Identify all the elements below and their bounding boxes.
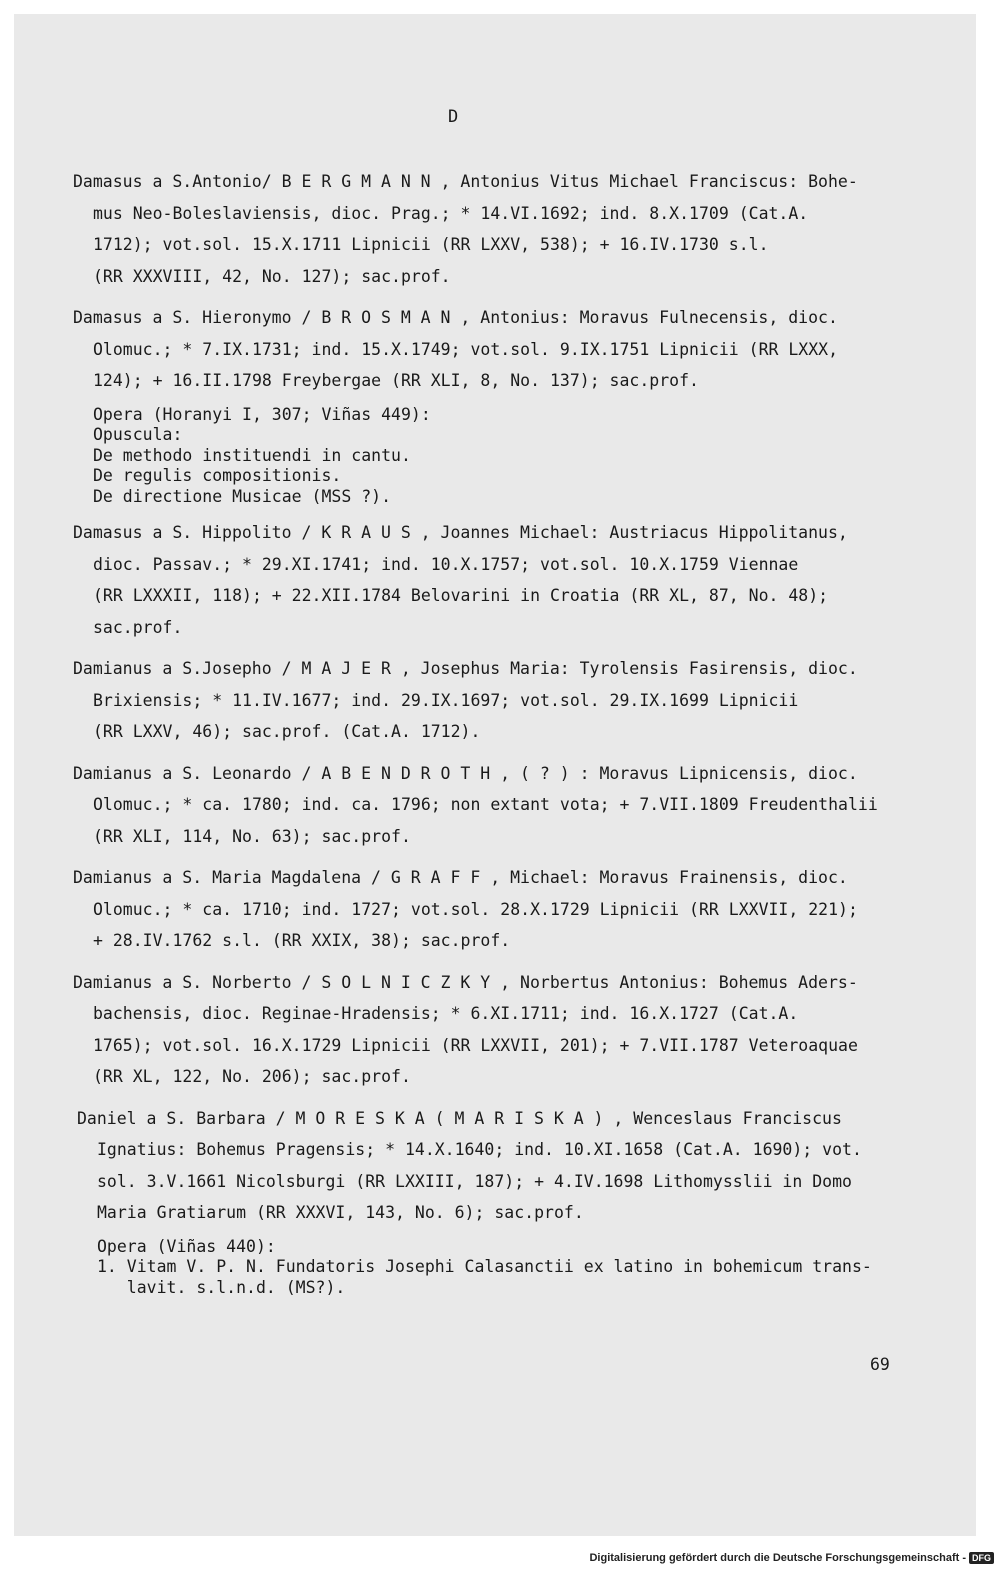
- dfg-logo: DFG: [969, 1552, 994, 1564]
- works-line: De directione Musicae (MSS ?).: [93, 486, 392, 506]
- entry-line: Olomuc.; * ca. 1710; ind. 1727; vot.sol. 28.X.1729 Lipnicii (RR LXXVII, 221);: [93, 899, 858, 919]
- biographical-entry: [0, 967, 1000, 1093]
- entry-line: (RR XLI, 114, No. 63); sac.prof.: [93, 826, 411, 846]
- entry-heading-line: Damianus a S. Leonardo / A B E N D R O T H , ( ? ) : Moravus Lipnicensis, dioc.: [73, 763, 858, 783]
- works-line: Opuscula:: [93, 425, 183, 444]
- biographical-entry: [0, 862, 1000, 957]
- works-line: Opera (Horanyi I, 307; Viñas 449):: [93, 404, 431, 424]
- entry-line: dioc. Passav.; * 29.XI.1741; ind. 10.X.1757; vot.sol. 10.X.1759 Viennae: [93, 554, 799, 574]
- biographical-entry: [0, 758, 1000, 853]
- works-line: De methodo instituendi in cantu.: [93, 445, 411, 465]
- works-line: lavit. s.l.n.d. (MS?).: [97, 1277, 346, 1297]
- entry-line: bachensis, dioc. Reginae-Hradensis; * 6.XI.1711; ind. 16.X.1727 (Cat.A.: [93, 1004, 799, 1023]
- entry-heading-line: Damianus a S.Josepho / M A J E R , Josephus Maria: Tyrolensis Fasirensis, dioc.: [73, 659, 858, 678]
- works-list: [77, 1237, 912, 1299]
- entry-line: + 28.IV.1762 s.l. (RR XXIX, 38); sac.prof.: [93, 931, 511, 950]
- page-number: 69: [870, 1355, 890, 1374]
- biographical-entry: [0, 166, 1000, 292]
- entry-heading-line: Damasus a S.Antonio/ B E R G M A N N , Antonius Vitus Michael Franciscus: Bohe-: [73, 172, 858, 191]
- entry-line: 1765); vot.sol. 16.X.1729 Lipnicii (RR LXXVII, 201); + 7.VII.1787 Veteroaquae: [93, 1035, 858, 1055]
- works-line: De regulis compositionis.: [93, 466, 342, 485]
- entry-line: Ignatius: Bohemus Pragensis; * 14.X.1640; ind. 10.XI.1658 (Cat.A. 1690); vot.: [97, 1140, 862, 1159]
- entry-line: (RR XXXVIII, 42, No. 127); sac.prof.: [93, 266, 451, 286]
- biographical-entry: [0, 653, 1000, 748]
- entry-line: mus Neo-Boleslaviensis, dioc. Prag.; * 14.VI.1692; ind. 8.X.1709 (Cat.A.: [93, 203, 809, 223]
- biographical-entry: [0, 302, 1000, 507]
- biographical-entry: [0, 1103, 1000, 1299]
- entry-list: [0, 166, 1000, 1308]
- funding-footer: [589, 1552, 994, 1564]
- entry-line: Olomuc.; * 7.IX.1731; ind. 15.X.1749; vot.sol. 9.IX.1751 Lipnicii (RR LXXX,: [93, 339, 839, 359]
- entry-heading-line: Damianus a S. Norberto / S O L N I C Z K Y , Norbertus Antonius: Bohemus Aders-: [73, 972, 858, 992]
- entry-line: 1712); vot.sol. 15.X.1711 Lipnicii (RR LXXV, 538); + 16.IV.1730 s.l.: [93, 235, 769, 254]
- entry-line: Olomuc.; * ca. 1780; ind. ca. 1796; non extant vota; + 7.VII.1809 Freudenthalii: [93, 795, 878, 814]
- entry-line: sol. 3.V.1661 Nicolsburgi (RR LXXIII, 187); + 4.IV.1698 Lithomysslii in Domo: [97, 1171, 852, 1191]
- entry-heading-line: Daniel a S. Barbara / M O R E S K A ( M A R I S K A ) , Wenceslaus Franciscus: [77, 1108, 842, 1128]
- entry-line: Maria Gratiarum (RR XXXVI, 143, No. 6); sac.prof.: [97, 1203, 584, 1222]
- biographical-entry: [0, 517, 1000, 643]
- entry-heading-line: Damianus a S. Maria Magdalena / G R A F F , Michael: Moravus Frainensis, dioc.: [73, 868, 848, 887]
- entry-line: 124); + 16.II.1798 Freybergae (RR XLI, 8, No. 137); sac.prof.: [93, 371, 699, 390]
- works-line: 1. Vitam V. P. N. Fundatoris Josephi Calasanctii ex latino in bohemicum trans-: [97, 1257, 872, 1276]
- section-letter: D: [448, 107, 459, 127]
- entry-line: sac.prof.: [93, 617, 183, 637]
- entry-line: Brixiensis; * 11.IV.1677; ind. 29.IX.1697; vot.sol. 29.IX.1699 Lipnicii: [93, 690, 799, 710]
- works-line: Opera (Viñas 440):: [97, 1236, 276, 1256]
- works-list: [73, 405, 912, 508]
- entry-line: (RR XL, 122, No. 206); sac.prof.: [93, 1067, 411, 1086]
- entry-line: (RR LXXV, 46); sac.prof. (Cat.A. 1712).: [93, 722, 481, 741]
- entry-heading-line: Damasus a S. Hieronymo / B R O S M A N , Antonius: Moravus Fulnecensis, dioc.: [73, 308, 838, 327]
- footer-text: Digitalisierung gefördert durch die Deutsche Forschungsgemeinschaft -: [589, 1552, 966, 1564]
- entry-line: (RR LXXXII, 118); + 22.XII.1784 Belovarini in Croatia (RR XL, 87, No. 48);: [93, 586, 829, 605]
- entry-heading-line: Damasus a S. Hippolito / K R A U S , Joannes Michael: Austriacus Hippolitanus,: [73, 523, 848, 542]
